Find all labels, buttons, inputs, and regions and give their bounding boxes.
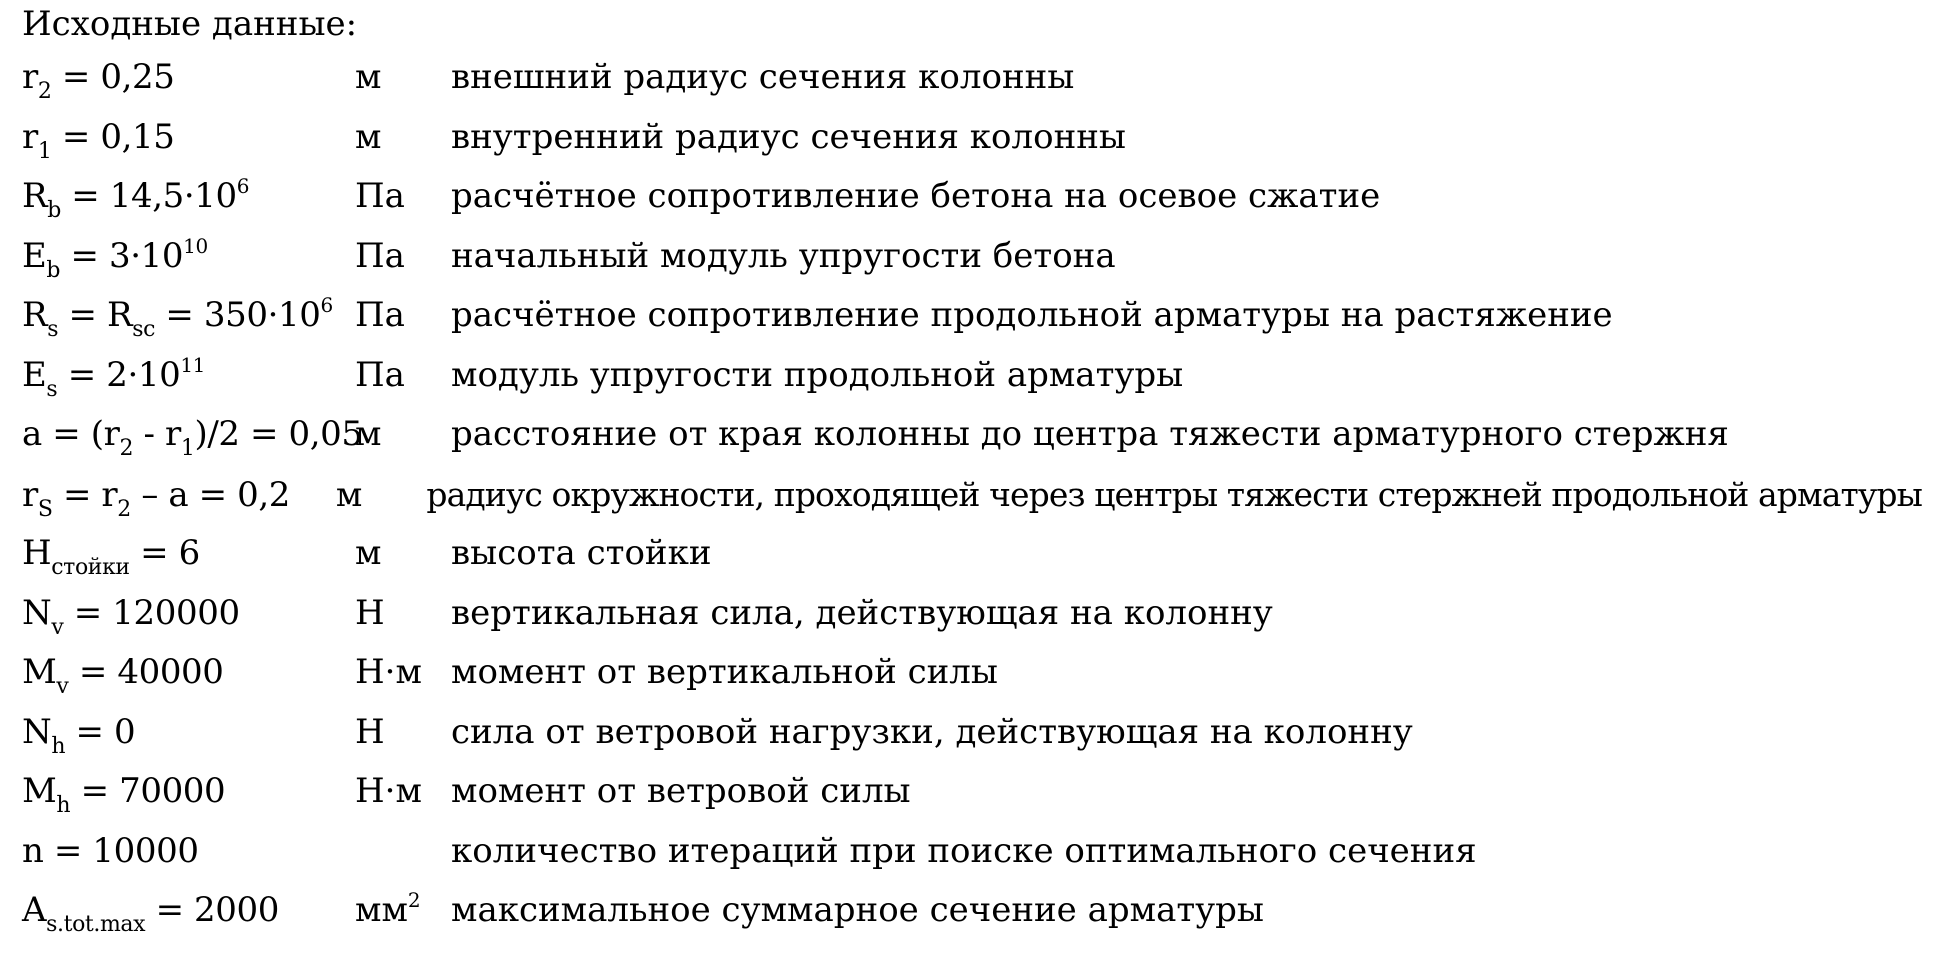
param-expression: $E_s = 2\cdot 10^{11}$ [22,352,205,402]
param-expression: $A_{s.tot.max} = 2000$ [22,890,279,937]
param-description: расстояние от края колонны до центра тяжести арматурного стержня [451,414,1729,454]
param-unit: м [355,533,382,573]
param-description: расчётное сопротивление продольной арматуры на растяжение [451,295,1613,335]
param-row-rs [22,286,1922,346]
param-row-es [22,346,1922,406]
param-row-rb [22,167,1922,227]
param-unit: Н [355,711,385,752]
param-row-nv [22,584,1922,644]
param-row-nh [22,703,1922,763]
param-description: внутренний радиус сечения колонны [451,116,1126,157]
param-unit: Н·м [355,771,422,811]
param-expression: $E_b = 3\cdot 10^{10}$ [22,233,208,283]
param-description: количество итераций при поиске оптимального сечения [451,830,1477,871]
param-unit: Н [355,592,385,633]
param-expression: $r_2 = 0,25$ [22,57,175,104]
param-description: сила от ветровой нагрузки, действующая на колонну [451,711,1413,752]
param-row-r1 [22,108,1922,168]
param-description: высота стойки [451,533,712,573]
param-description: вертикальная сила, действующая на колонну [451,592,1273,633]
param-row-n [22,822,1922,882]
param-unit: м [335,474,363,515]
page-title: Исходные данные: [22,4,358,44]
param-description: внешний радиус сечения колонны [451,57,1075,97]
param-unit: м [355,57,382,97]
param-expression: $N_v = 120000$ [22,592,240,640]
param-expression: $R_s = R_{sc} = 350\cdot 10^6$ [22,293,333,342]
param-row-rs-radius [22,465,1922,525]
param-row-mh [22,762,1922,822]
param-unit: Па [355,235,405,276]
param-unit: м [355,116,382,157]
param-expression: n = 10000 [22,830,199,871]
param-unit: м [355,414,382,454]
param-expression: $a = (r_2 - r_1)/2 = 0,05$ [22,414,363,461]
param-row-h [22,524,1922,584]
param-description: момент от ветровой силы [451,771,911,811]
param-row-mv [22,643,1922,703]
param-expression: $R_b = 14,5\cdot 10^6$ [22,174,250,223]
param-unit: Н·м [355,652,422,692]
param-description: начальный модуль упругости бетона [451,235,1116,276]
param-expression: $N_h = 0$ [22,711,136,759]
param-expression: $r_1 = 0,15$ [22,116,175,164]
document [22,0,1922,941]
param-row-r2 [22,48,1922,108]
param-row-eb [22,227,1922,287]
param-unit: Па [355,295,405,335]
param-expression: $M_v = 40000$ [22,652,224,699]
param-description: модуль упругости продольной арматуры [451,354,1184,395]
param-description: момент от вертикальной силы [451,652,998,692]
param-unit: Па [355,176,405,216]
param-row-a [22,405,1922,465]
param-expression: $M_h = 70000$ [22,771,226,818]
param-expression: $r_S = r_2 - a = 0,2$ [22,474,290,522]
param-description: максимальное суммарное сечение арматуры [451,890,1264,930]
param-row-as [22,881,1922,941]
param-unit: $мм^2$ [355,888,421,930]
param-expression: $H_{стойки} = 6$ [22,533,200,580]
param-unit: Па [355,354,405,395]
param-description: радиус окружности, проходящей через центры тяжести стержней продольной арматуры [426,474,1922,514]
param-description: расчётное сопротивление бетона на осевое сжатие [451,176,1381,216]
